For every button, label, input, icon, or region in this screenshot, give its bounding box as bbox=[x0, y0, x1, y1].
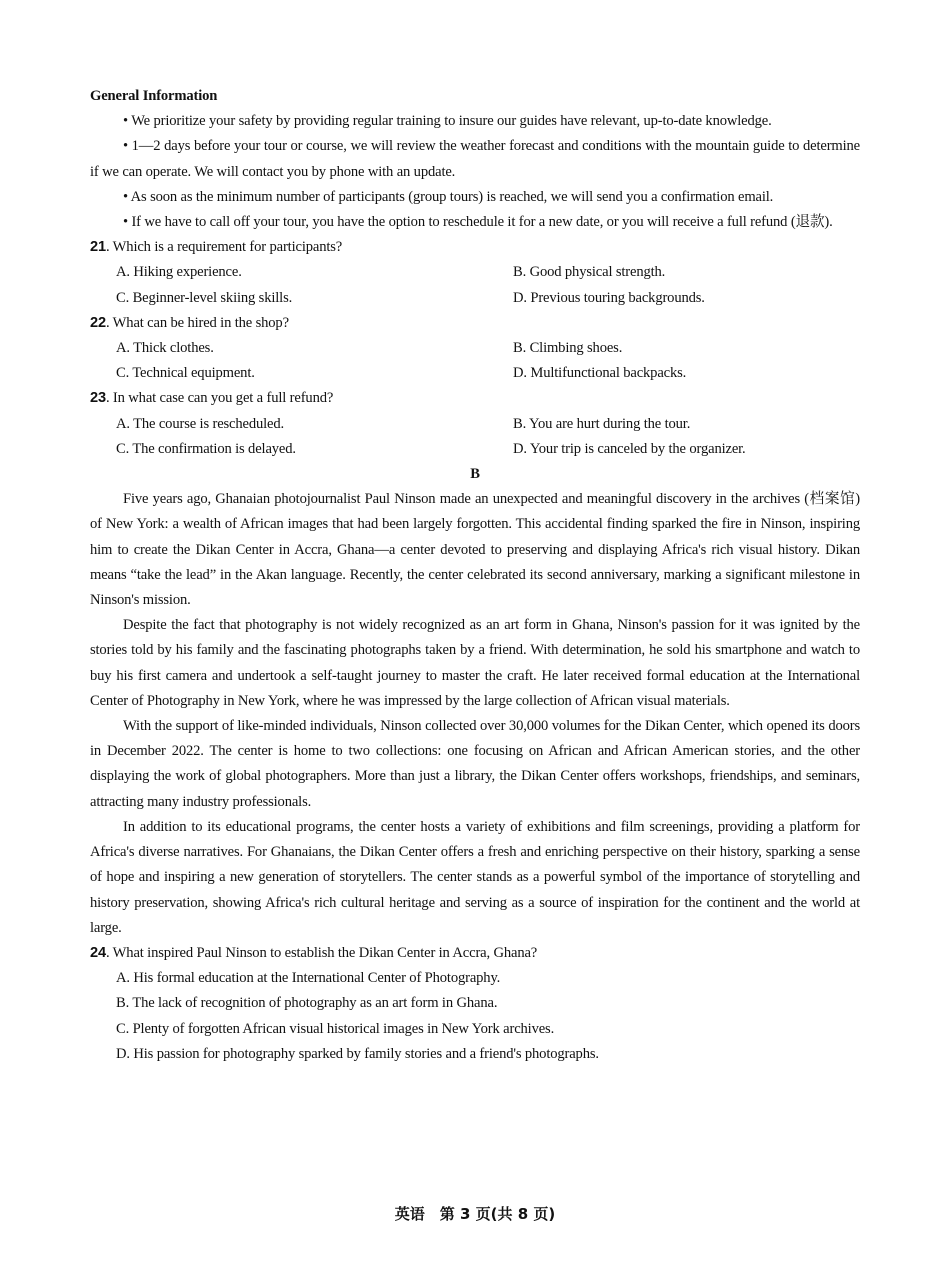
option-b: B. Good physical strength. bbox=[513, 264, 666, 281]
option-d: D. Previous touring backgrounds. bbox=[513, 289, 705, 306]
question-24 bbox=[90, 941, 860, 1067]
option-d: D. Multifunctional backpacks. bbox=[513, 365, 687, 382]
question-text: . What can be hired in the shop? bbox=[105, 314, 289, 331]
passage-paragraph: Despite the fact that photography is not widely recognized as an art form in Ghana, Ninson's passion for it was ignited by the stories told by his family and the fascinating photographs taken by a friend. With determination, he sold his smartphone and watch to buy his first camera and undertook a self-taught journey to master the craft. He later received formal education at the International Center of Photography in New York, where he was impressed by the large collection of African visual materials. bbox=[90, 617, 860, 709]
option-d: D. Your trip is canceled by the organizer. bbox=[513, 440, 746, 457]
option-a: A. Thick clothes. bbox=[116, 340, 214, 357]
section-label: B bbox=[470, 466, 480, 483]
question-number: 21 bbox=[90, 239, 106, 256]
question-text: . What inspired Paul Ninson to establish the Dikan Center in Accra, Ghana? bbox=[105, 944, 538, 961]
question-23 bbox=[90, 386, 860, 462]
passage-paragraph: Five years ago, Ghanaian photojournalist Paul Ninson made an unexpected and meaningful discovery in the archives (档案馆) of New York: a wealth of African images that had been largely forgotten. This accidental finding sparked the fire in Ninson, inspiring him to create the Dikan Center in Accra, Ghana—a center devoted to preserving and displaying Africa's rich visual history. Dikan means “take the lead” in the Akan language. Recently, the center celebrated its second anniversary, marking a significant milestone in Ninson's mission. bbox=[90, 491, 860, 609]
option-b: B. The lack of recognition of photography as an art form in Ghana. bbox=[116, 995, 498, 1012]
section-heading: General Information bbox=[90, 88, 218, 104]
option-a: A. His formal education at the International Center of Photography. bbox=[116, 970, 501, 987]
question-21 bbox=[90, 235, 860, 311]
option-c: C. Technical equipment. bbox=[116, 365, 255, 382]
option-b: B. You are hurt during the tour. bbox=[513, 415, 691, 432]
option-b: B. Climbing shoes. bbox=[513, 340, 623, 357]
option-c: C. The confirmation is delayed. bbox=[116, 440, 296, 457]
info-bullet: • 1—2 days before your tour or course, we will review the weather forecast and conditions with the mountain guide to determine if we can operate. We will contact you by phone with an update. bbox=[90, 138, 860, 180]
option-c: C. Beginner-level skiing skills. bbox=[116, 289, 293, 306]
info-bullet: • As soon as the minimum number of participants (group tours) is reached, we will send you a confirmation email. bbox=[123, 188, 774, 205]
page-footer: 英语 第 3 页(共 8 页) bbox=[394, 1205, 556, 1223]
question-22 bbox=[90, 311, 860, 387]
question-text: . In what case can you get a full refund? bbox=[105, 390, 334, 407]
question-text: . Which is a requirement for participants? bbox=[105, 239, 343, 256]
info-bullet: • We prioritize your safety by providing regular training to insure our guides have relevant, up-to-date knowledge. bbox=[123, 113, 772, 130]
page-content bbox=[90, 84, 860, 1067]
question-number: 23 bbox=[90, 390, 106, 407]
question-number: 24 bbox=[90, 944, 106, 961]
option-c: C. Plenty of forgotten African visual historical images in New York archives. bbox=[116, 1020, 555, 1037]
option-a: A. Hiking experience. bbox=[116, 264, 242, 281]
passage-paragraph: With the support of like-minded individuals, Ninson collected over 30,000 volumes for the Dikan Center, which opened its doors in December 2022. The center is home to two collections: one focusing on African and African American stories, and the other displaying the work of global photographers. More than just a library, the Dikan Center offers workshops, friendships, and seminars, attracting many industry professionals. bbox=[90, 718, 860, 810]
option-a: A. The course is rescheduled. bbox=[116, 415, 285, 432]
passage-paragraph: In addition to its educational programs, the center hosts a variety of exhibitions and film screenings, providing a platform for Africa's diverse narratives. For Ghanaians, the Dikan Center offers a fresh and enriching perspective on their history, sparking a sense of hope and inspiring a new generation of storytellers. The center stands as a powerful symbol of the importance of storytelling and history preservation, showing Africa's rich cultural heritage and serving as a source of inspiration for the continent and the world at large. bbox=[90, 818, 860, 936]
option-d: D. His passion for photography sparked by family stories and a friend's photographs. bbox=[116, 1045, 599, 1062]
info-bullet: • If we have to call off your tour, you have the option to reschedule it for a new date, or you will receive a full refund (退款). bbox=[123, 214, 833, 231]
question-number: 22 bbox=[90, 314, 106, 331]
